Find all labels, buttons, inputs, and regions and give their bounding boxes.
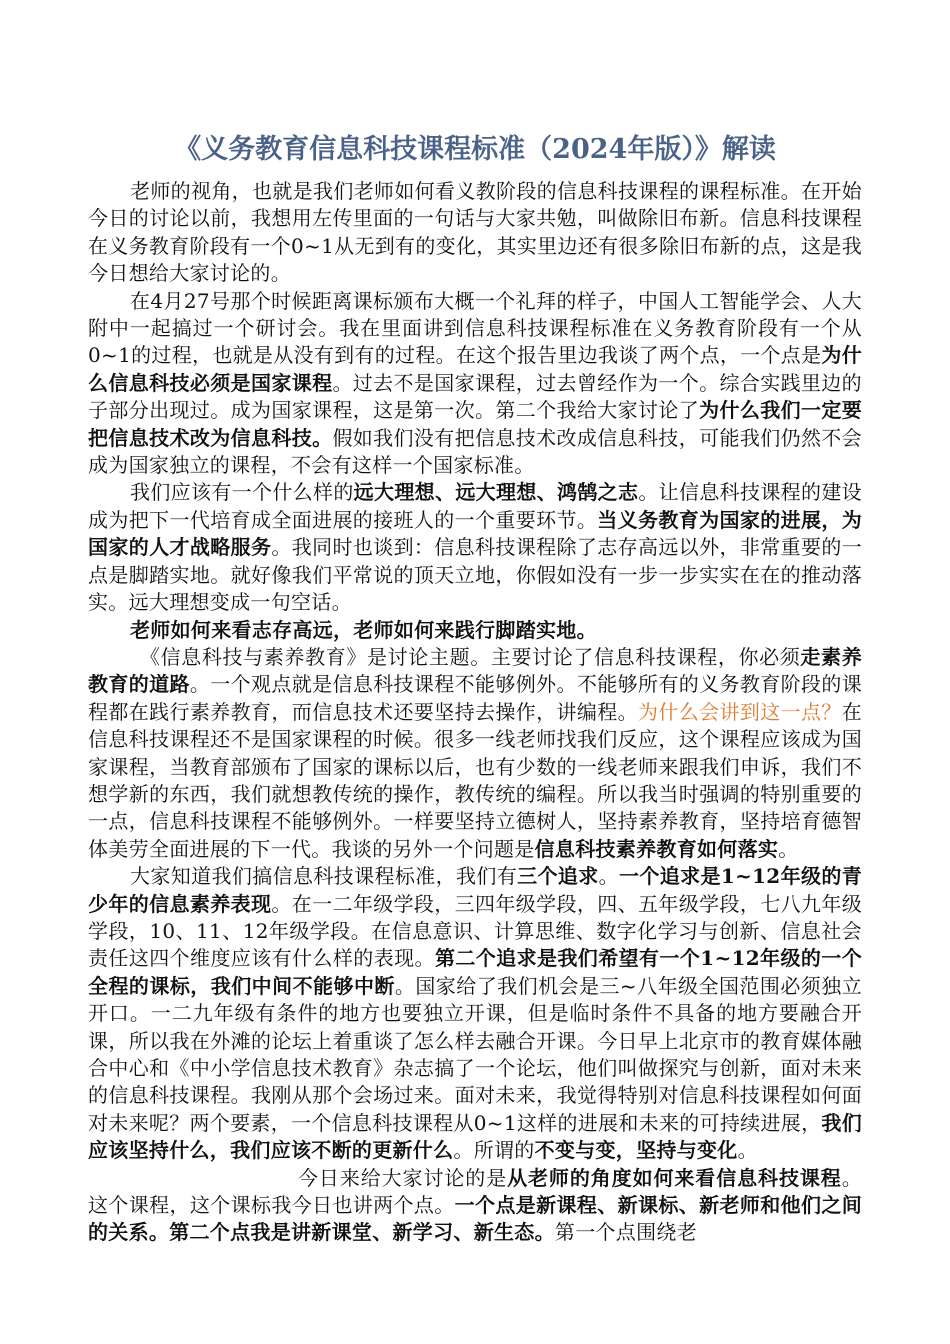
text-run: 在4月27号那个时候距离课标颁布大概一个礼拜的样子，中国人工智能学会、人大附中一起搞过一个研讨会。我在里面讲到信息科技课程标准在义务教育阶段有一个从0~1的过程，也就是从没有到有的过程。在这个报告里边我谈了两个点，一个点是: [88, 288, 862, 368]
text-run: 今日来给大家讨论的是: [298, 1165, 508, 1190]
text-run: 。: [598, 864, 619, 889]
text-run: 。在一二年级学段，三四年级学段，四、五年级学段，七八九年级学段，10、11、12年级学段。在信息意识、计算思维、数字化学习与创新、信息社会责任这四个维度应该有什么样的表现。: [88, 891, 863, 971]
text-run: 假如我们没有把信息技术改成信息科技，可能我们仍然不会成为国家独立的课程，不会有这样一个国家标准。: [88, 425, 862, 478]
bold-text-run: 走素养教育的道路: [88, 644, 862, 697]
text-run: 。: [778, 836, 799, 861]
text-run: 《信息科技与素养教育》是讨论主题。主要讨论了信息科技课程，你必须: [140, 644, 801, 669]
paragraph-1: [88, 178, 862, 288]
bold-text-run: 远大理想、远大理想、鸿鹄之志: [353, 480, 639, 505]
bold-text-run: 三个追求: [517, 864, 599, 889]
text-run: 大家知道我们搞信息科技课程标准，我们有: [130, 864, 518, 889]
bold-text-run: 不变与变，坚持与变化: [534, 1138, 738, 1163]
bold-text-run: 信息科技素养教育如何落实: [534, 836, 779, 861]
bold-text-run: 一个追求是1~12年级的青少年的信息素养表现: [88, 864, 863, 916]
text-run: 我们应该有一个什么样的: [130, 480, 354, 505]
text-run: 老师的视角，也就是我们老师如何看义教阶段的信息科技课程的课程标准。在开始今日的讨论以前，我想用左传里面的一句话与大家共勉，叫做除旧布新。信息科技课程在义务教育阶段有一个0~1从无到有的变化，其实里边还有很多除旧布新的点，这是我今日想给大家讨论的。: [88, 179, 862, 286]
text-run: 。让信息科技课程的建设成为把下一代培育成全面进展的接班人的一个重要环节。: [88, 480, 862, 532]
text-run: 。一个观点就是信息科技课程不能够例外。不能够所有的义务教育阶段的课程都在践行素养教育，而信息技术还要坚持去操作，讲编程。: [88, 672, 863, 724]
paragraph-5: [88, 644, 862, 863]
bold-text-run: 我们应该坚持什么，我们应该不断的更新什么: [88, 1110, 862, 1163]
bold-text-run: 为什么我们一定要把信息技术改为信息科技。: [88, 398, 862, 450]
highlight-text-run: 为什么会讲到这一点？: [637, 699, 842, 724]
text-run: 。国家给了我们机会是三~八年级全国范围必须独立开口。一二九年级有条件的地方也要独立开课，但是临时条件不具备的地方要融合开课，所以我在外滩的论坛上着重谈了怎么样去融合开课。今日早上北京市的教育媒体融合中心和《中小学信息技术教育》杂志搞了一个论坛，他们叫做探究与创新，面对未来的信息科技课程。我刚从那个会场过来。面对未来，我觉得特别对信息科技课程如何面对未来呢？两个要素，一个信息科技课程从0~1这样的进展和未来的可持续进展，: [88, 973, 862, 1135]
bold-text-run: 从老师的角度如何来看信息科技课程: [507, 1165, 842, 1190]
bold-text-run: 老师如何来看志存高远，老师如何来践行脚踏实地。: [130, 617, 597, 642]
text-run: 在信息科技课程还不是国家课程的时候。很多一线老师找我们反应，这个课程应该成为国家课程，当教育部颁布了国家的课标以后，也有少数的一线老师来跟我们申诉，我们不想学新的东西，我们就想教传统的操作，教传统的编程。所以我当时强调的特别重要的一点，信息科技课程不能够例外。一样要坚持立德树人，坚持素养教育，坚持培育德智体美劳全面进展的下一代。我谈的另外一个问题是: [88, 699, 862, 861]
paragraph-7: [88, 1165, 862, 1247]
document-title: 《义务教育信息科技课程标准（2024年版）》解读: [174, 134, 776, 165]
bold-text-run: 一个点是新课程、新课标、新老师和他们之间的关系。第二个点我是讲新课堂、新学习、新生态。: [88, 1193, 863, 1245]
bold-text-run: 当义务教育为国家的进展，为国家的人才战略服务: [88, 507, 863, 560]
paragraph-4: [88, 617, 862, 644]
text-run: 。我同时也谈到：信息科技课程除了志存高远以外，非常重要的一点是脚踏实地。就好像我们平常说的顶天立地，你假如没有一步一步实实在在的推动落实。远大理想变成一句空话。: [88, 535, 863, 615]
text-run: 。这个课程，这个课标我今日也讲两个点。: [88, 1165, 862, 1218]
bold-text-run: 第二个追求是我们希望有一个1~12年级的一个全程的课标，我们中间不能够中断: [88, 946, 862, 998]
paragraph-2: [88, 288, 862, 480]
text-run: 。过去不是国家课程，过去曾经作为一个。综合实践里边的子部分出现过。成为国家课程，这是第一次。第二个我给大家讨论了: [88, 370, 862, 423]
bold-text-run: 为什么信息科技必须是国家课程: [88, 343, 862, 395]
text-run: 第一个点围绕老: [554, 1220, 698, 1245]
text-run: 。: [737, 1138, 758, 1163]
paragraph-3: [88, 479, 862, 616]
text-run: 。所谓的: [453, 1138, 535, 1163]
paragraph-6: [88, 863, 862, 1164]
